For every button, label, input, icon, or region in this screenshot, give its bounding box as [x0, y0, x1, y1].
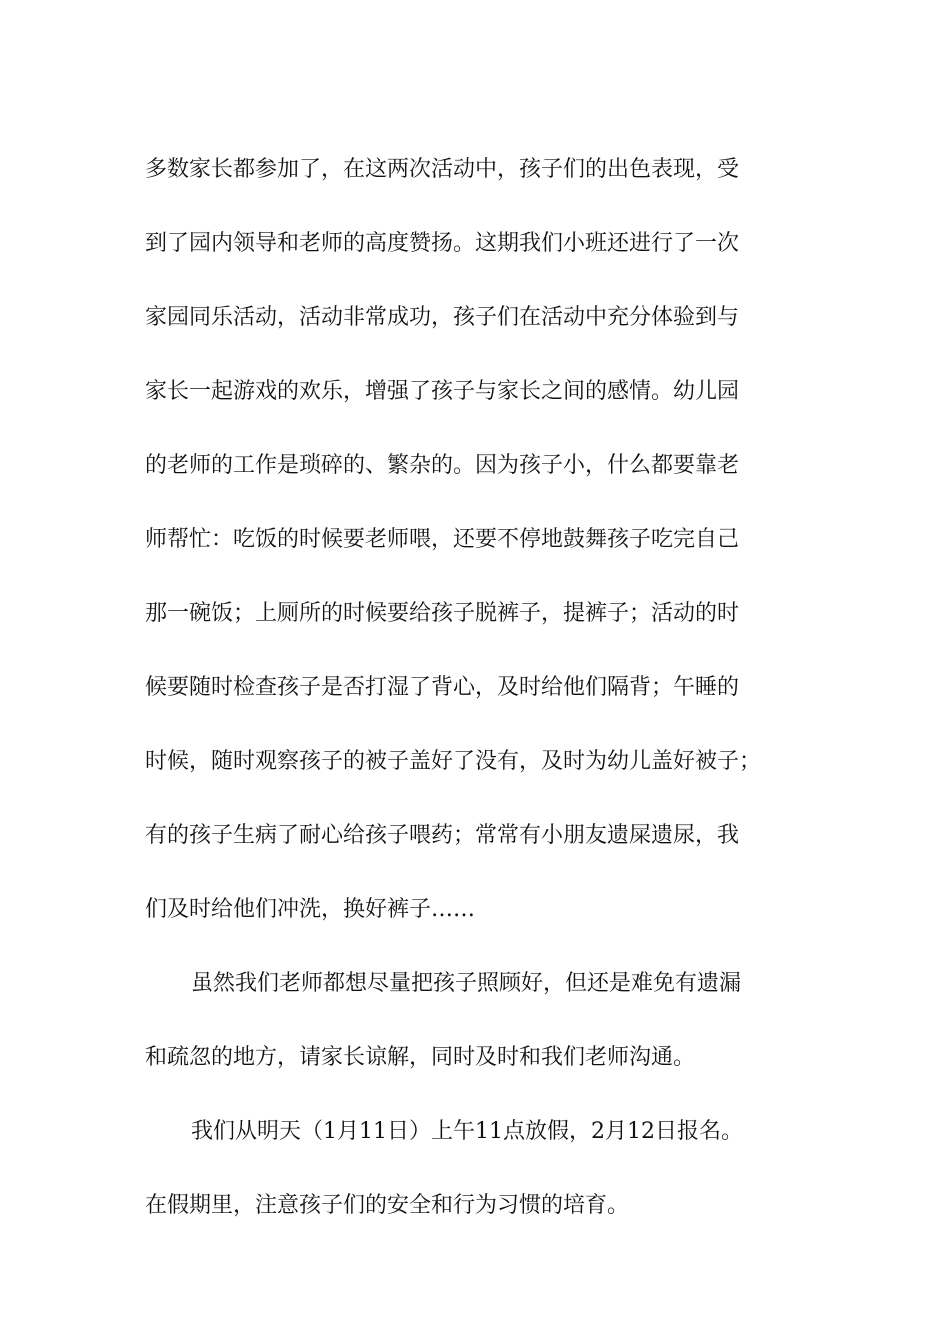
text-line: 有的孩子生病了耐心给孩子喂药；常常有小朋友遗屎遗尿，我: [145, 823, 740, 848]
text-line: 和疏忽的地方，请家长谅解，同时及时和我们老师沟通。: [145, 1045, 696, 1070]
text-line: 候要随时检查孩子是否打湿了背心，及时给他们隔背；午睡的: [145, 675, 740, 700]
paragraph-1: [145, 133, 817, 947]
document-body: [145, 133, 817, 1243]
paragraph-3: [145, 1095, 817, 1243]
text-line: 那一碗饭；上厕所的时候要给孩子脱裤子，提裤子；活动的时: [145, 601, 740, 626]
text-line: 师帮忙：吃饭的时候要老师喂，还要不停地鼓舞孩子吃完自己: [145, 527, 740, 552]
text-line: 家园同乐活动，活动非常成功，孩子们在活动中充分体验到与: [145, 305, 740, 330]
text-line: 多数家长都参加了，在这两次活动中，孩子们的出色表现，受: [145, 157, 740, 182]
paragraph-2: [145, 947, 817, 1095]
text-line: 我们从明天（1月11日）上午11点放假，2月12日报名。: [191, 1119, 743, 1144]
text-line: 到了园内领导和老师的高度赞扬。这期我们小班还进行了一次: [145, 231, 740, 256]
text-line: 在假期里，注意孩子们的安全和行为习惯的培育。: [145, 1193, 630, 1218]
text-line: 们及时给他们冲洗，换好裤子……: [145, 897, 476, 922]
text-line: 虽然我们老师都想尽量把孩子照顾好，但还是难免有遗漏: [191, 971, 742, 996]
text-line: 家长一起游戏的欢乐，增强了孩子与家长之间的感情。幼儿园: [145, 379, 740, 404]
text-line: 时候，随时观察孩子的被子盖好了没有，及时为幼儿盖好被子；: [145, 749, 762, 774]
text-line: 的老师的工作是琐碎的、繁杂的。因为孩子小，什么都要靠老: [145, 453, 740, 478]
